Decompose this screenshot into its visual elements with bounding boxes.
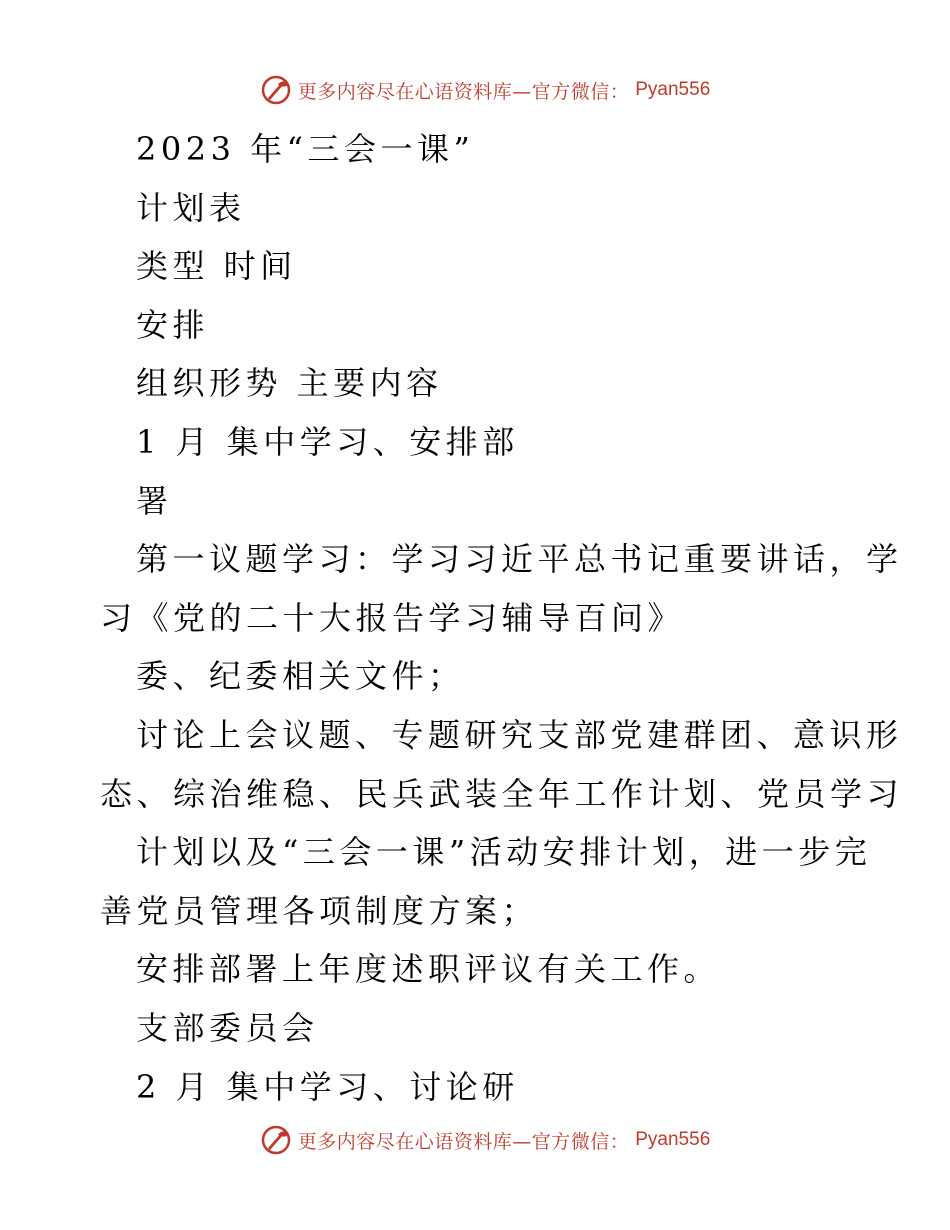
quill-logo-icon [260, 74, 292, 106]
text-line: 组织形势 主要内容 [136, 364, 443, 403]
text-line: 安排部署上年度述职评议有关工作。 [136, 950, 721, 989]
text-line: 1 月 集中学习、安排部 [136, 422, 519, 461]
watermark-group [260, 74, 711, 106]
text-line: 第一议题学习：学习习近平总书记重要讲话，学 [136, 540, 903, 579]
text-line: 计划表 [136, 188, 246, 227]
watermark-handle: Pyan556 [635, 79, 711, 100]
text-line: 2 月 集中学习、讨论研 [136, 1067, 519, 1106]
text-line: 计划以及“三会一课”活动安排计划，进一步完 [136, 833, 872, 872]
header-watermark [0, 70, 950, 110]
watermark-text: 更多内容尽在心语资料库—官方微信： [297, 80, 630, 103]
text-line: 类型 时间 [136, 247, 297, 286]
text-line: 态、综治维稳、民兵武装全年工作计划、党员学习 [100, 774, 904, 813]
footer-watermark [0, 1120, 950, 1160]
text-line: 委、纪委相关文件； [136, 657, 465, 696]
watermark-group [260, 1124, 711, 1156]
quill-logo-icon [260, 1124, 292, 1156]
text-line: 署 [136, 481, 173, 520]
text-line: 安排 [136, 305, 210, 344]
text-line: 讨论上会议题、专题研究支部党建群团、意识形 [136, 715, 903, 754]
text-line: 习《党的二十大报告学习辅导百问》 [100, 598, 685, 637]
document-body [100, 120, 904, 1116]
text-line: 支部委员会 [136, 1008, 319, 1047]
text-line: 2023 年“三会一课” [136, 130, 475, 168]
text-line: 善党员管理各项制度方案； [100, 891, 539, 930]
watermark-handle: Pyan556 [635, 1129, 711, 1150]
watermark-text: 更多内容尽在心语资料库—官方微信： [297, 1130, 630, 1153]
